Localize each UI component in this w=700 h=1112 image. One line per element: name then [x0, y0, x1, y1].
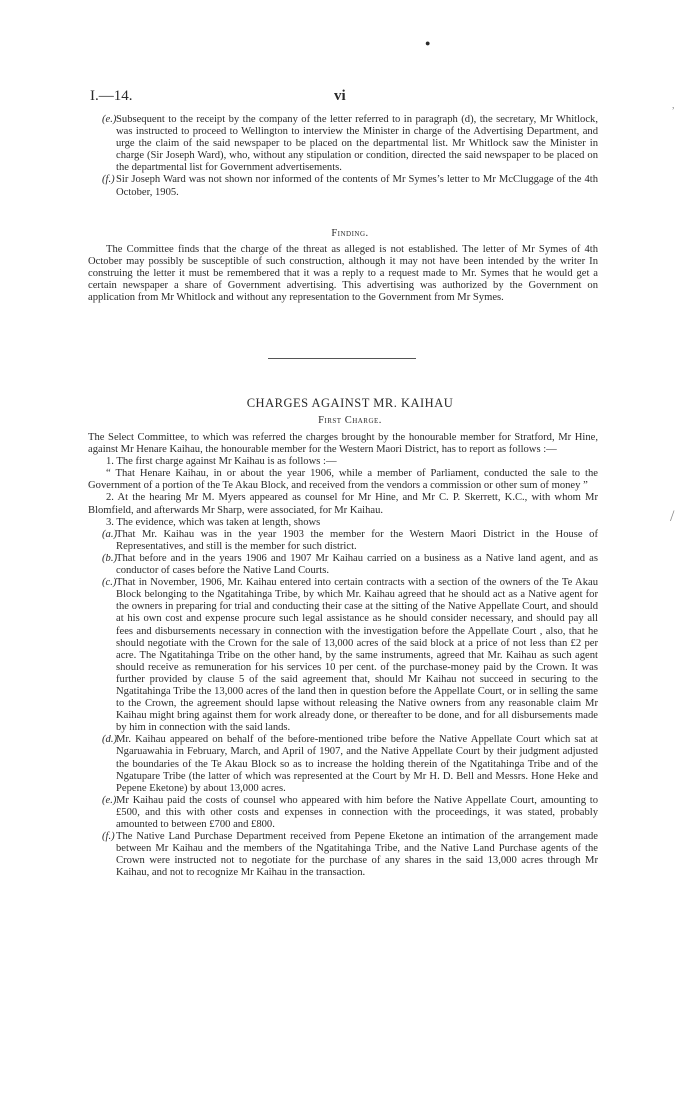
paragraph-3: 3. The evidence, which was taken at length, shows: [106, 516, 321, 528]
charges-subheading: First Charge.: [318, 415, 382, 426]
item-text: Mr. Kaihau appeared on behalf of the before-mentioned tribe before the Native Appellate Court which sat at Ngaruawahia in February, March, and April of 1907, and the Native Appellate Court by their judgment adjusted the boundaries of the Te Akau Block so as to increase the holding therein of the Ngatitahinga Tribe and of the Ngatupare Tribe (the latter of which was represented at the Court by Mr H. D. Bell and Messrs. Hone Heke and Pepene Eketone) by about 13,000 acres.: [116, 734, 598, 794]
list-item: [88, 553, 598, 577]
page-number: vi: [334, 88, 346, 104]
margin-mark: /: [670, 508, 675, 525]
margin-mark: ,: [672, 100, 675, 111]
section-divider: [268, 358, 416, 359]
item-text: That before and in the years 1906 and 1907 Mr Kaihau carried on a business as a Native land agent, and as conductor of cases before the Native Land Courts.: [116, 552, 598, 577]
item-text: The Native Land Purchase Department received from Pepene Eketone an intimation of the arrangement made between Mr Kaihau and the members of the Ngatitahinga Tribe, and the Native Land Purchase agents of the Crown were instructed not to negotiate for the purchase of any shares in the said 13,000 acres through Mr Kaihau, and not to recognize Mr Kaihau in the transaction.: [116, 831, 598, 879]
document-reference: I.—14.: [90, 88, 133, 104]
charges-body: [88, 432, 598, 879]
item-text: That Mr. Kaihau was in the year 1903 the member for the Western Maori District in the House of Representatives, and still is the member for such district.: [116, 528, 598, 552]
item-label: (e.): [102, 114, 117, 125]
finding-heading: Finding.: [331, 228, 369, 239]
item-text: That in November, 1906, Mr. Kaihau entered into certain contracts with a section of the owners of the Te Akau Block belonging to the Ngatitahinga Tribe, by which Mr. Kaihau agreed that he should act as a Native agent for the owners in preparing for trial and conducting their case at the sitting of the Native Appellate Court, and should at his own cost and expense procure such legal assistance as he should consider necessary, and should pay all fees and disbursements necessary in connection with the investigation before the Appellate Court , also, that he should negotiate with the Crown for the sale of 13,000 acres of the said block at a price of not less than £2 per acre. The Ngatitahinga Tribe on the other hand, by the same instruments, agreed that Mr. Kaihau as such agent should receive as remuneration for his services 10 per cent. of the purchase-money paid by the Crown. It was further provided by clause 5 of the said agreement that, should Mr Kaihau not succeed in securing to the Ngatitahinga Tribe the 13,000 acres of the land then in question before the Appellate Court, or in selling the same to the Crown, the agreement should lapse without releasing the Native owners from any reasonable claim Mr Kaihau might bring against them for work already done, or thereafter to be done, and for all disbursements made by him in connection with the said lands.: [116, 577, 598, 734]
list-item: [88, 174, 598, 198]
finding-body: [88, 244, 598, 304]
list-item: [88, 529, 598, 553]
item-label: (f.): [102, 174, 115, 186]
ink-dot: ●: [425, 38, 431, 48]
charges-heading: CHARGES AGAINST MR. KAIHAU: [246, 396, 454, 410]
item-text: Mr Kaihau paid the costs of counsel who appeared with him before the Native Appellate Court, amounting to £500, and this with other costs and expenses in connection with the proceedings, it was stated, probably amounted to between £700 and £800.: [116, 794, 598, 830]
top-items: [88, 114, 598, 199]
list-item: [88, 734, 598, 794]
list-item: [88, 114, 598, 174]
item-text: Subsequent to the receipt by the company of the letter referred to in paragraph (d), the secretary, Mr Whitlock, was instructed to proceed to Wellington to interview the Minister in charge of the Advertising Department, and urge the claim of the said newspaper to be placed on the departmental list. Mr Whitlock saw the Minister in charge (Sir Joseph Ward), who, without any stipulation or condition, directed the said newspaper to be placed on the departmental list for Government advertisements.: [116, 114, 598, 174]
paragraph-1: 1. The first charge against Mr Kaihau is as follows :—: [106, 456, 337, 468]
item-text: Sir Joseph Ward was not shown nor informed of the contents of Mr Symes’s letter to Mr McCluggage of the 4th October, 1905.: [116, 174, 598, 198]
finding-paragraph: The Committee finds that the charge of the threat as alleged is not established. The letter of Mr Symes of 4th October may possibly be susceptible of such construction, although it may not have been intended by the writer In construing the letter it must be remembered that it was a reply to a request made to Mr. Symes that he would get a certain newspaper a share of Government advertising. This advertising was authorized by the Government on application from Mr Whitlock and without any representation to the Government from Mr Symes.: [88, 244, 598, 304]
paragraph-2: 2. At the hearing Mr M. Myers appeared as counsel for Mr Hine, and Mr C. P. Skerrett, K.C., with whom Mr Blomfield, and afterwards Mr Sharp, were associated, for Mr Kaihau.: [88, 492, 598, 516]
item-label: (c.): [102, 577, 117, 589]
item-label: (b.): [102, 552, 118, 564]
list-item: [88, 795, 598, 831]
charge-quote: “ That Henare Kaihau, in or about the year 1906, while a member of Parliament, conducted the sale to the Government of a portion of the Te Akau Block, and received from the vendors a commission or other sum of money ”: [88, 468, 598, 492]
intro-paragraph: The Select Committee, to which was referred the charges brought by the honourable member for Stratford, Mr Hine, against Mr Henare Kaihau, the honourable member for the Western Maori District, has to report as follows :—: [88, 432, 598, 456]
item-label: (a.): [102, 528, 118, 540]
item-label: (d.): [102, 734, 118, 746]
item-label: (f.): [102, 831, 115, 843]
list-item: [88, 577, 598, 734]
list-item: [88, 831, 598, 879]
item-label: (e.): [102, 794, 117, 806]
